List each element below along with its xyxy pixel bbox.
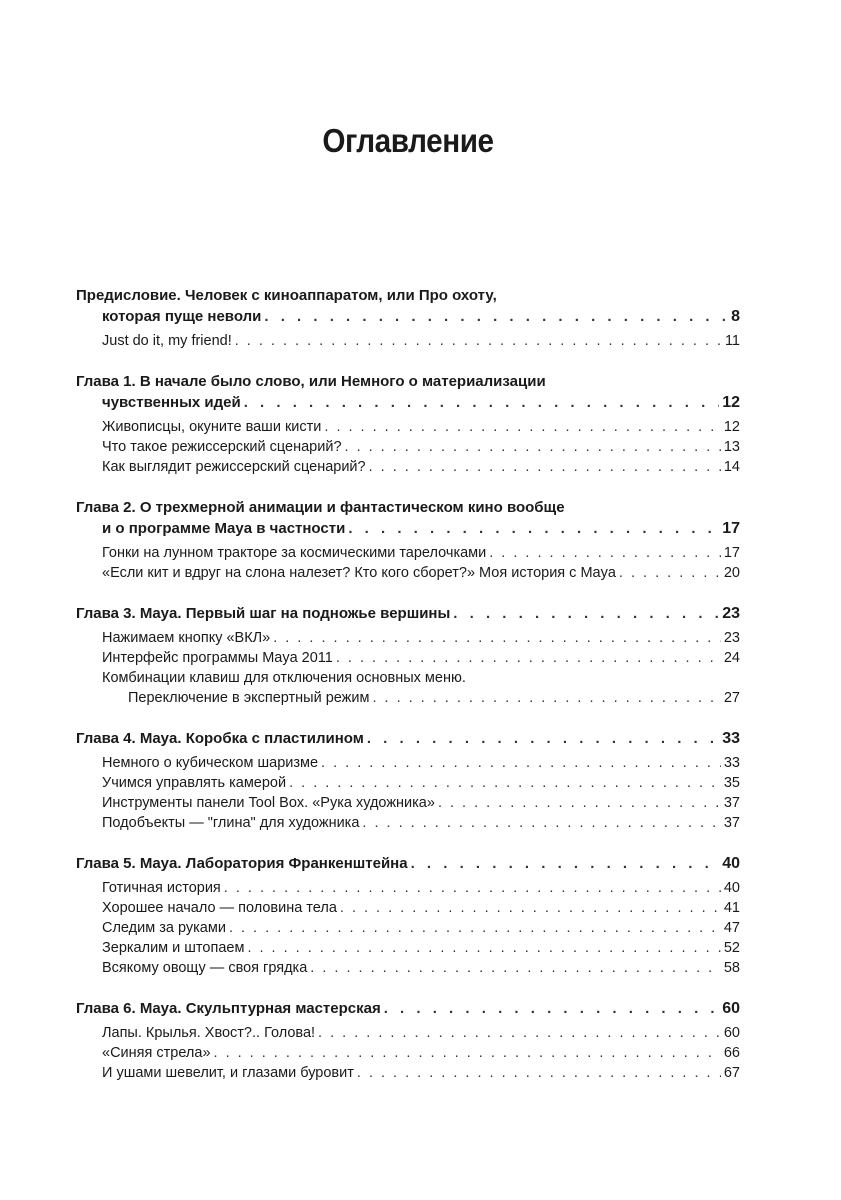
leader-dots [384, 998, 719, 1019]
toc-chapter [76, 853, 740, 978]
section-title: «Если кит и вдруг на слона налезет? Кто кого сборет?» Моя история с Maya [102, 565, 616, 581]
section-entry[interactable] [76, 898, 740, 918]
section-title-continuation: Переключение в экспертный режим [128, 690, 370, 706]
chapter-title-line [76, 728, 740, 749]
section-entry[interactable] [76, 628, 740, 648]
section-page-number: 40 [723, 880, 740, 896]
toc-chapter [76, 497, 740, 583]
leader-dots [224, 878, 721, 898]
chapter-title-line [76, 853, 740, 874]
toc-chapter [76, 285, 740, 351]
section-entry[interactable] [76, 1043, 740, 1063]
chapter-title-line [76, 306, 740, 327]
section-page-number: 33 [723, 755, 740, 771]
chapter-title-text: Глава 6. Maya. Скульптурная мастерская [76, 1000, 381, 1017]
section-page-number: 37 [723, 815, 740, 831]
section-title: Следим за руками [102, 920, 226, 936]
chapter-heading[interactable] [76, 728, 740, 749]
section-page-number: 13 [723, 439, 740, 455]
chapter-title-line [76, 518, 740, 539]
section-entry[interactable] [76, 457, 740, 477]
section-entry-continuation[interactable] [76, 688, 740, 708]
section-entry[interactable] [76, 878, 740, 898]
leader-dots [273, 628, 721, 648]
section-page-number: 17 [723, 545, 740, 561]
toc-chapter [76, 603, 740, 708]
chapter-title-line [76, 998, 740, 1019]
section-page-number: 47 [723, 920, 740, 936]
chapter-heading[interactable] [76, 285, 740, 327]
section-page-number: 20 [723, 565, 740, 581]
section-title: Живописцы, окуните ваши кисти [102, 419, 322, 435]
section-page-number: 11 [724, 333, 740, 349]
section-title: Что такое режиссерский сценарий? [102, 439, 342, 455]
chapter-title-text: Глава 4. Maya. Коробка с пластилином [76, 730, 364, 747]
section-entry[interactable] [76, 813, 740, 833]
chapter-heading[interactable] [76, 853, 740, 874]
chapter-heading[interactable] [76, 371, 740, 413]
chapter-page-number: 33 [722, 730, 740, 747]
leader-dots [367, 728, 719, 749]
chapter-page-number: 60 [722, 1000, 740, 1017]
chapter-title-text: Глава 2. О трехмерной анимации и фантастическом кино вообще [76, 499, 565, 516]
chapter-page-number: 17 [722, 520, 740, 537]
leader-dots [362, 813, 720, 833]
section-page-number: 24 [723, 650, 740, 666]
section-title: Зеркалим и штопаем [102, 940, 245, 956]
section-title: Хорошее начало — половина тела [102, 900, 337, 916]
section-entry[interactable] [76, 1023, 740, 1043]
chapter-title-text: Глава 5. Maya. Лаборатория Франкенштейна [76, 855, 408, 872]
section-entry[interactable] [76, 793, 740, 813]
chapter-heading[interactable] [76, 497, 740, 539]
page-title: Оглавление [322, 122, 494, 159]
section-title: Готичная история [102, 880, 221, 896]
section-page-number: 37 [723, 795, 740, 811]
chapter-title-line [76, 371, 740, 392]
section-entry[interactable] [76, 331, 740, 351]
chapter-heading[interactable] [76, 998, 740, 1019]
chapter-title-line [76, 285, 740, 306]
section-title: Немного о кубическом шаризме [102, 755, 319, 771]
leader-dots [318, 1023, 721, 1043]
chapter-title-text: Глава 3. Maya. Первый шаг на подножье вершины [76, 605, 451, 622]
section-title: Как выглядит режиссерский сценарий? [102, 459, 366, 475]
section-title: Комбинации клавиш для отключения основных меню. [102, 670, 466, 686]
chapter-title-line [76, 392, 740, 413]
section-title: И ушами шевелит, и глазами буровит [102, 1065, 354, 1081]
toc-chapter [76, 728, 740, 833]
section-title: Нажимаем кнопку «ВКЛ» [102, 630, 271, 646]
section-title: Лапы. Крылья. Хвост?.. Голова! [102, 1025, 316, 1041]
section-entry[interactable] [76, 773, 740, 793]
leader-dots [336, 648, 721, 668]
leader-dots [369, 457, 721, 477]
section-title: Гонки на лунном тракторе за космическими тарелочками [102, 545, 487, 561]
chapter-page-number: 12 [722, 394, 740, 411]
leader-dots [321, 753, 721, 773]
chapter-title-text: Глава 1. В начале было слово, или Немного о материализации [76, 373, 546, 390]
leader-dots [264, 306, 728, 327]
section-page-number: 60 [723, 1025, 740, 1041]
section-title: Интерфейс программы Maya 2011 [102, 650, 333, 666]
section-title: Подобъекты — "глина" для художника [102, 815, 360, 831]
section-title: Just do it, my friend! [102, 333, 232, 349]
leader-dots [411, 853, 720, 874]
leader-dots [453, 603, 719, 624]
leader-dots [340, 898, 721, 918]
section-title: Учимся управлять камерой [102, 775, 287, 791]
chapter-title-line [76, 603, 740, 624]
leader-dots [619, 563, 721, 583]
section-entry[interactable] [76, 1063, 740, 1083]
leader-dots [310, 958, 721, 978]
chapter-title-line [76, 497, 740, 518]
leader-dots [229, 918, 721, 938]
chapter-title-text: чувственных идей [102, 394, 241, 411]
section-page-number: 14 [723, 459, 740, 475]
section-page-number: 12 [723, 419, 740, 435]
toc-chapter [76, 371, 740, 477]
chapter-page-number: 40 [722, 855, 740, 872]
section-entry[interactable] [76, 543, 740, 563]
leader-dots [244, 392, 720, 413]
leader-dots [324, 417, 720, 437]
chapter-page-number: 8 [731, 308, 740, 325]
section-title: Инструменты панели Tool Box. «Рука художника» [102, 795, 435, 811]
leader-dots [289, 773, 721, 793]
chapter-heading[interactable] [76, 603, 740, 624]
section-page-number: 66 [723, 1045, 740, 1061]
leader-dots [372, 688, 720, 708]
section-page-number: 27 [723, 690, 740, 706]
section-entry[interactable] [76, 563, 740, 583]
leader-dots [348, 518, 719, 539]
leader-dots [235, 331, 722, 351]
section-page-number: 35 [723, 775, 740, 791]
section-page-number: 23 [723, 630, 740, 646]
section-page-number: 58 [723, 960, 740, 976]
leader-dots [247, 938, 720, 958]
section-entry[interactable] [76, 648, 740, 668]
section-entry[interactable] [76, 668, 740, 688]
chapter-title-text: Предисловие. Человек с киноаппаратом, или Про охоту, [76, 287, 497, 304]
section-title: Всякому овощу — своя грядка [102, 960, 308, 976]
leader-dots [214, 1043, 721, 1063]
section-title: «Синяя стрела» [102, 1045, 211, 1061]
section-entry[interactable] [76, 753, 740, 773]
section-entry[interactable] [76, 918, 740, 938]
toc-chapter [76, 998, 740, 1083]
section-page-number: 41 [723, 900, 740, 916]
leader-dots [489, 543, 721, 563]
section-entry[interactable] [76, 437, 740, 457]
table-of-contents [76, 285, 740, 1103]
leader-dots [345, 437, 721, 457]
chapter-page-number: 23 [722, 605, 740, 622]
leader-dots [357, 1063, 721, 1083]
section-page-number: 67 [723, 1065, 740, 1081]
chapter-title-text: которая пуще неволи [102, 308, 262, 325]
chapter-title-text: и о программе Maya в частности [102, 520, 346, 537]
section-page-number: 52 [723, 940, 740, 956]
section-entry[interactable] [76, 938, 740, 958]
section-entry[interactable] [76, 958, 740, 978]
leader-dots [438, 793, 721, 813]
section-entry[interactable] [76, 417, 740, 437]
